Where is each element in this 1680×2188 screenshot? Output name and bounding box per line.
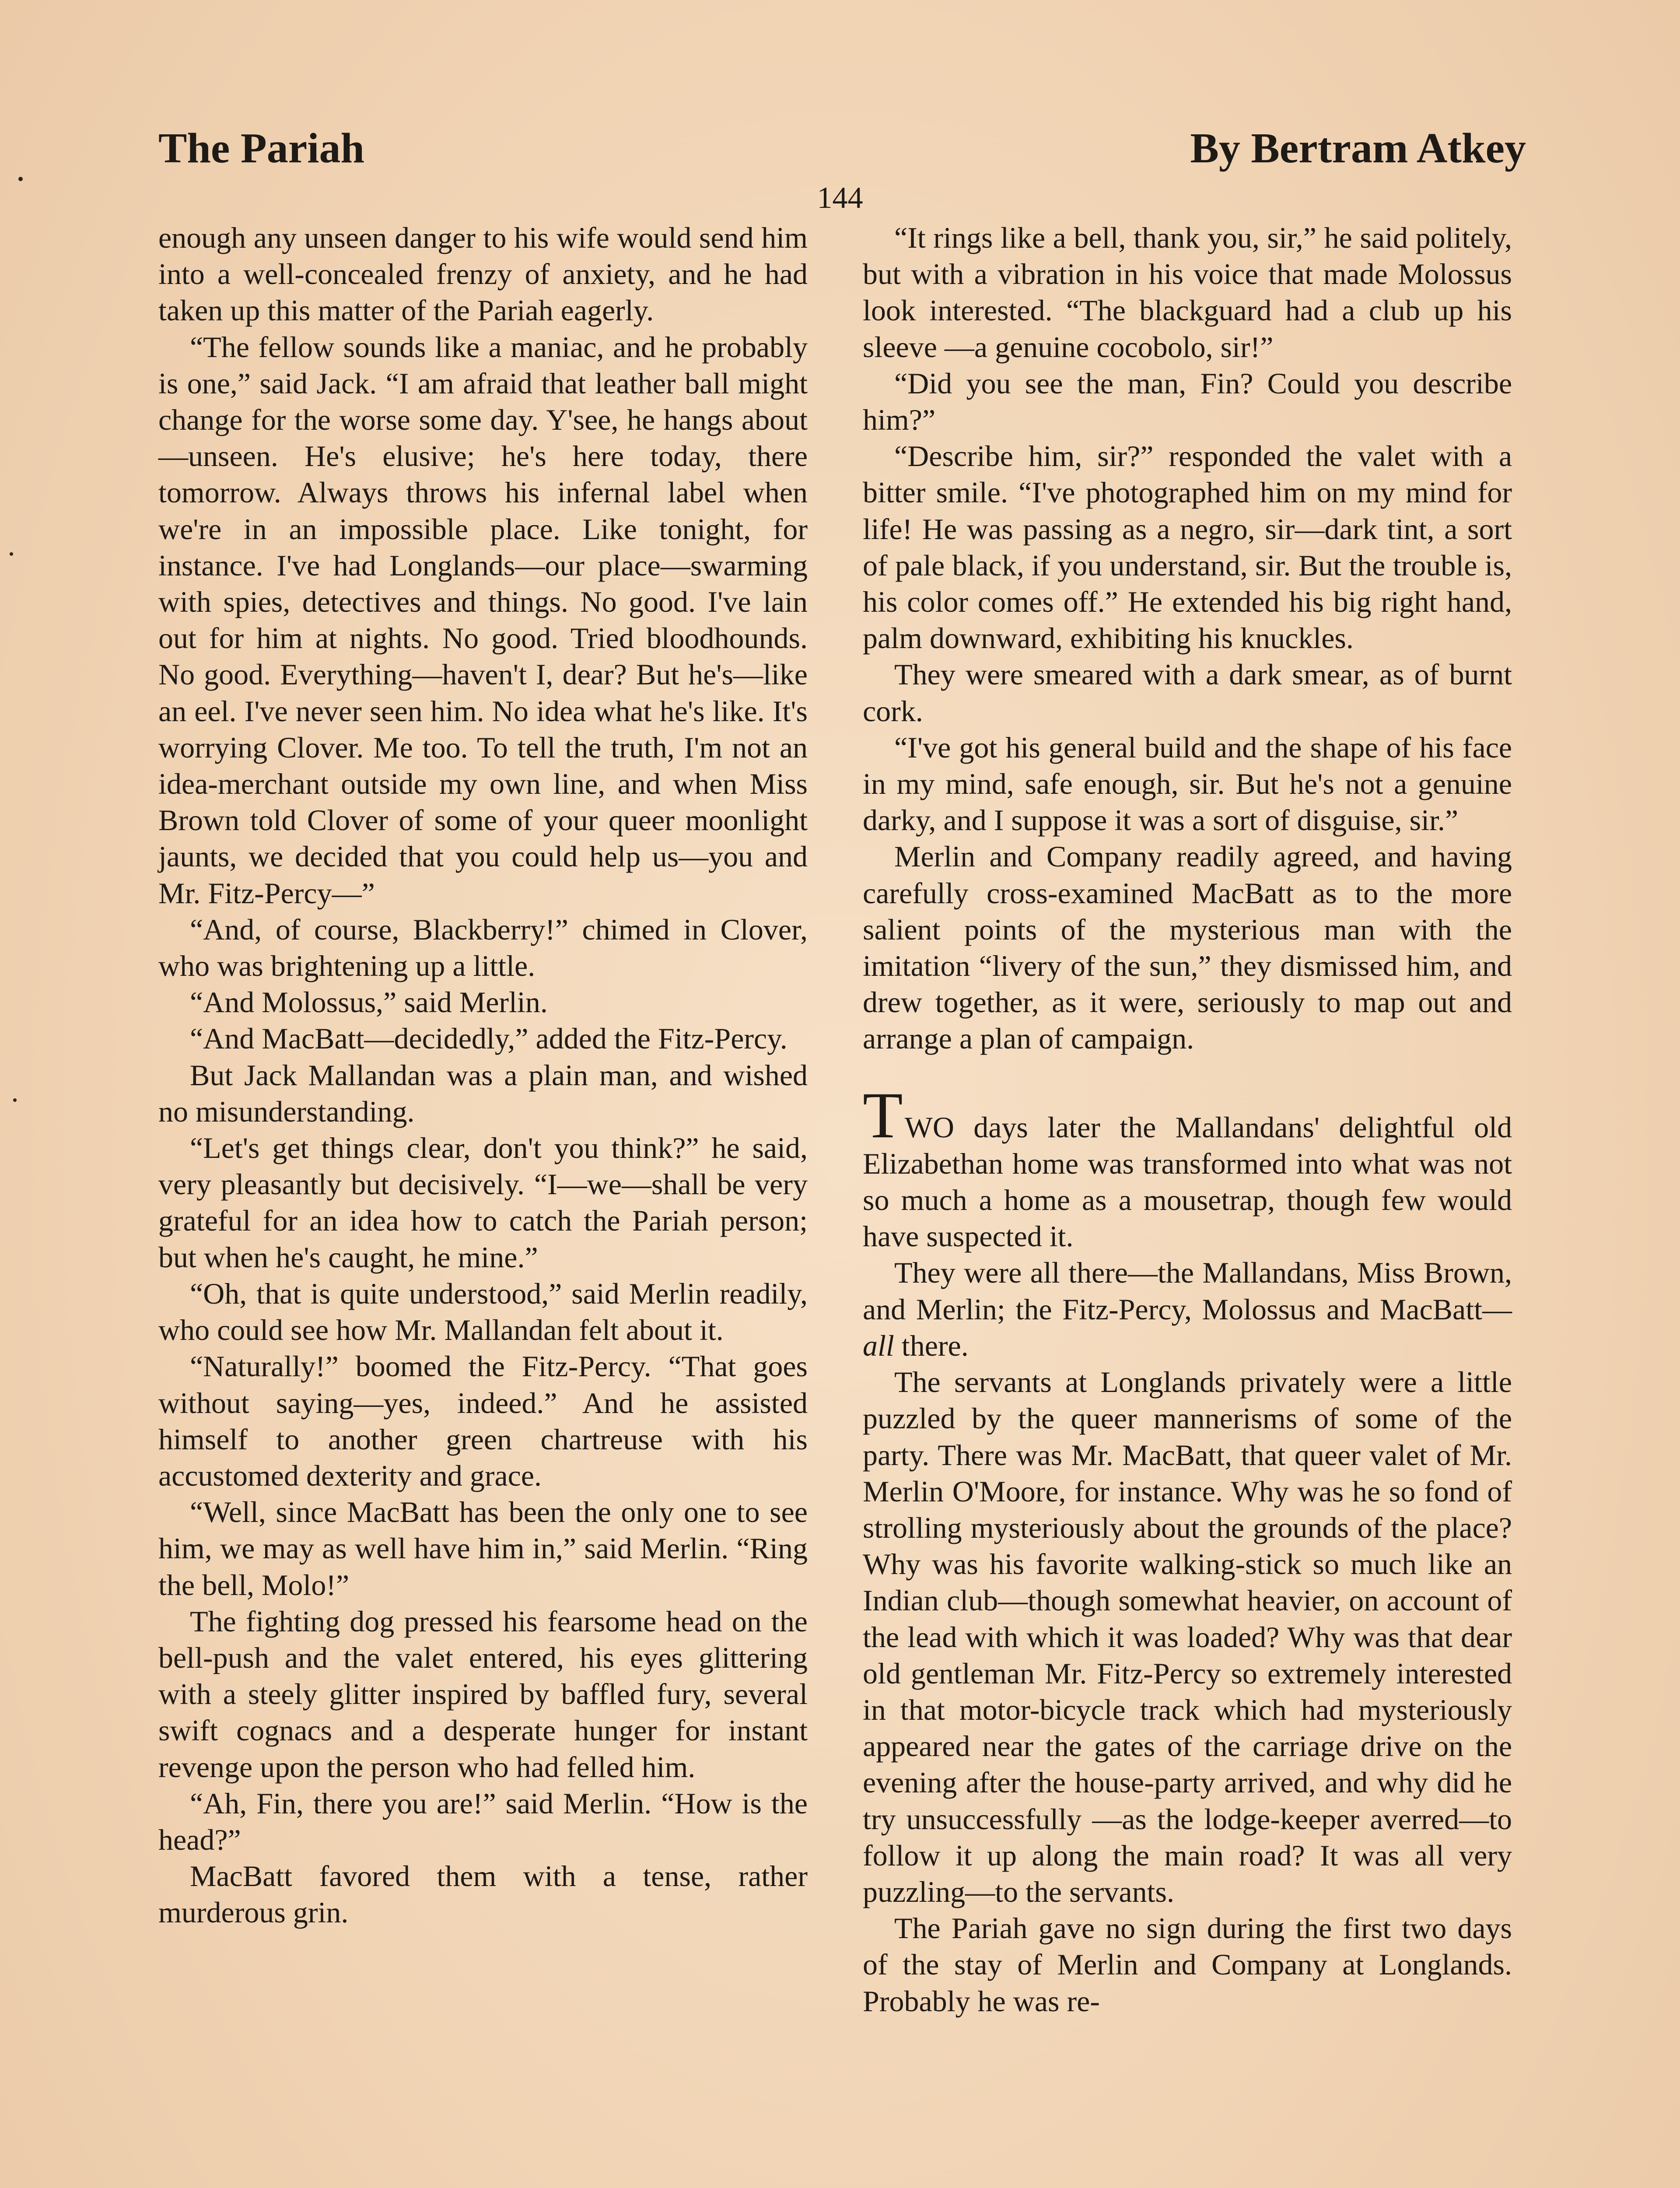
paragraph: Merlin and Company readily agreed, and having carefully cross-examined MacBatt as to the more salient points of the mysterious man with the imitation “livery of the sun,” they dismissed him, and drew together, as it were, seriously to map out and arrange a plan of campaign.	[863, 840, 1512, 1055]
paragraph: “Ah, Fin, there you are!” said Merlin. “How is the head?”	[158, 1786, 808, 1856]
drop-cap-letter: T	[863, 1079, 903, 1152]
print-speck	[13, 1098, 17, 1102]
print-speck	[10, 552, 13, 556]
print-speck	[18, 177, 23, 181]
paragraph: The fighting dog pressed his fearsome head on the bell-push and the valet entered, his eyes glittering with a steely glitter inspired by baffled fury, several swift cognacs and a desperate hunger for instant revenge upon the person who had felled him.	[158, 1604, 808, 1784]
paragraph: The Pariah gave no sign during the first two days of the stay of Merlin and Company at Longlands. Probably he was re-	[863, 1911, 1512, 2018]
paragraph: “Well, since MacBatt has been the only one to see him, we may as well have him in,” said Merlin. “Ring the bell, Molo!”	[158, 1495, 808, 1602]
paragraph: “It rings like a bell, thank you, sir,” he said politely, but with a vibration in his voice that made Molossus look interested. “The blackguard had a club up his sleeve —a genuine cocobolo, sir!”	[863, 221, 1512, 364]
right-text-column	[863, 220, 1512, 2020]
paragraph: “And MacBatt—decidedly,” added the Fitz-Percy.	[190, 1022, 788, 1055]
paragraph: “Naturally!” boomed the Fitz-Percy. “That goes without saying—yes, indeed.” And he assisted himself to another green chartreuse with his accustomed dexterity and grace.	[158, 1350, 808, 1492]
page-number: 144	[817, 181, 863, 215]
paragraph: “I've got his general build and the shape of his face in my mind, safe enough, sir. But he's not a genuine darky, and I suppose it was a sort of disguise, sir.”	[863, 730, 1512, 837]
paragraph: MacBatt favored them with a tense, rather murderous grin.	[158, 1859, 808, 1929]
author-byline: By Bertram Atkey	[1190, 125, 1526, 172]
emphasized-word: all	[863, 1329, 894, 1362]
section-start-text: WO days later the Mallandans' delightful old Elizabethan home was transformed into what was not so much a home as a mousetrap, though few would have suspected it.	[863, 1110, 1512, 1253]
paragraph: “Describe him, sir?” responded the valet with a bitter smile. “I've photographed him on my mind for life! He was passing as a negro, sir—dark tint, a sort of pale black, if you understand, sir. But the trouble is, his color comes off.” He extended his big right hand, palm downward, exhibiting his knuckles.	[863, 439, 1512, 655]
paragraph-text: They were all there—the Mallandans, Miss Brown, and Merlin; the Fitz-Percy, Molossus and MacBatt—	[863, 1256, 1512, 1326]
section-start-paragraph	[863, 1079, 1512, 1255]
paragraph: “Did you see the man, Fin? Could you describe him?”	[863, 366, 1512, 437]
paragraph: “Let's get things clear, don't you think?” he said, very pleasantly but decisively. “I—we—shall be very grateful for an idea how to catch the Pariah person; but when he's caught, he mine.”	[158, 1131, 808, 1274]
paragraph: “And, of course, Blackberry!” chimed in Clover, who was brightening up a little.	[158, 912, 808, 983]
paragraph: But Jack Mallandan was a plain man, and wished no misunderstanding.	[158, 1058, 808, 1128]
paragraph: The servants at Longlands privately were a little puzzled by the queer mannerisms of some of the party. There was Mr. MacBatt, that queer valet of Mr. Merlin O'Moore, for instance. Why was he so fond of strolling mysteriously about the grounds of the place? Why was his favorite walking-stick so much like an Indian club—though somewhat heavier, on account of the lead with which it was loaded? Why was that dear old gentleman Mr. Fitz-Percy so extremely interested in that motor-bicycle track which had mysteriously appeared near the gates of the carriage drive on the evening after the house-party arrived, and why did he try unsuccessfully —as the lodge-keeper averred—to follow it up along the main road? It was all very puzzling—to the servants.	[863, 1365, 1512, 1908]
story-title: The Pariah	[158, 125, 364, 172]
paragraph-text: there.	[894, 1329, 969, 1362]
paragraph: “The fellow sounds like a maniac, and he probably is one,” said Jack. “I am afraid that leather ball might change for the worse some day. Y'see, he hangs about —unseen. He's elusive; he's here today, there tomorrow. Always throws his infernal label when we're in an impossible place. Like tonight, for instance. I've had Longlands—our place—swarming with spies, detectives and things. No good. I've lain out for him at nights. No good. Tried bloodhounds. No good. Everything—haven't I, dear? But he's—like an eel. I've never seen him. No idea what he's like. It's worrying Clover. Me too. To tell the truth, I'm not an idea-merchant outside my own line, and when Miss Brown told Clover of some of your queer moonlight jaunts, we decided that you could help us—you and Mr. Fitz-Percy—”	[158, 330, 808, 910]
paragraph: They were smeared with a dark smear, as of burnt cork.	[863, 658, 1512, 728]
paragraph: “And Molossus,” said Merlin.	[190, 985, 548, 1019]
paragraph: enough any unseen danger to his wife would send him into a well-concealed frenzy of anxiety, and he had taken up this matter of the Pariah eagerly.	[158, 221, 808, 327]
paragraph: “Oh, that is quite understood,” said Merlin readily, who could see how Mr. Mallandan felt about it.	[158, 1276, 808, 1347]
paragraph	[863, 1255, 1512, 1364]
left-text-column	[158, 220, 808, 1931]
